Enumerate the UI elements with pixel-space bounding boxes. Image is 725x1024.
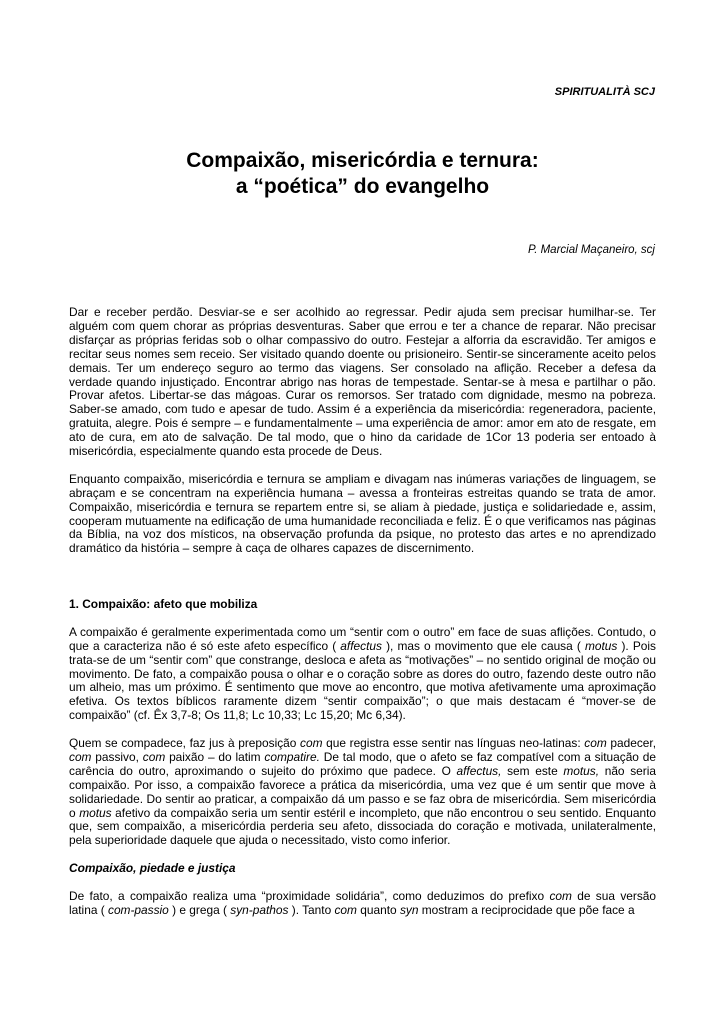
text-run: sem este	[501, 763, 564, 778]
text-run: afetivo da compaixão seria um sentir estéril e incompleto, que não encontrou o seu sentido. Enquanto que, sem compaixão, a misericórdia perderia seu afeto, dissociada do coração e motivada, unilateralmente, pela superioridade daquele que ajuda o necessitado, visto como inferior.	[69, 805, 657, 848]
text-run: ). Tanto	[288, 902, 335, 917]
title-line-1: Compaixão, misericórdia e ternura:	[186, 149, 539, 172]
text-run: ) e grega (	[168, 902, 231, 917]
italic-term: com	[69, 749, 92, 764]
italic-term: com	[300, 736, 323, 751]
text-run: ), mas o movimento que ele causa (	[381, 638, 585, 653]
italic-term: com	[334, 902, 357, 917]
italic-term: com	[142, 749, 166, 764]
text-run: passivo,	[91, 749, 143, 764]
italic-term: motus	[584, 638, 618, 653]
italic-term: syn-pathos	[230, 902, 289, 917]
italic-term: syn	[399, 902, 419, 917]
subsection-heading: Compaixão, piedade e justiça	[69, 861, 236, 876]
text-run: paixão – do latim	[165, 749, 265, 764]
text-run: padecer,	[606, 736, 657, 751]
text-run: mostram a reciprocidade que põe face a	[418, 902, 635, 917]
text-run: quanto	[356, 902, 400, 917]
paragraph-4	[69, 737, 656, 848]
paragraph-1: Dar e receber perdão. Desviar-se e ser acolhido ao regressar. Pedir ajuda sem precisar humilhar-se. Ter alguém com quem chorar as próprias desventuras. Saber que errou e ter a chance de reparar. Não precisar disfarçar as próprias feridas sob o olhar compassivo do outro. Festejar a alforria da escravidão. Ter amigos e recitar seus nomes sem receio. Ser visitado quando doente ou prisioneiro. Sentir-se sinceramente aceito pelos demais. Ter um endereço seguro ao termo das viagens. Ser consolado na aflição. Receber a defesa da verdade quando injustiçado. Encontrar abrigo nas horas de tempestade. Sentar-se à mesa e partilhar o pão. Provar afetos. Libertar-se das mágoas. Curar os remorsos. Ser tratado com dignidade, mesmo na pobreza. Saber-se amado, com tudo e apesar de tudo. Assim é a experiência da misericórdia: regeneradora, paciente, gratuita, alegre. Pois é sempre – e fundamentalmente – uma experiência de amor: amor em ato de resgate, em ato de cura, em ato de salvação. De tal modo, que o hino da caridade de 1Cor 13 poderia ser entoado à misericórdia, especialmente quando esta procede de Deus.	[69, 305, 656, 459]
text-run: De tal modo, que o afeto se faz compatível com a situação de carência do outro, aproximando o sujeito do próximo que padece. O	[69, 749, 656, 778]
article-title	[0, 148, 725, 200]
paragraph-2: Enquanto compaixão, misericórdia e ternura se ampliam e divagam nas inúmeras variações de linguagem, se abraçam e se concentram na experiência humana – avessa a fronteiras estreitas quando se trata de amor. Compaixão, misericórdia e ternura se repartem entre si, se aliam à piedade, justiça e solidariedade e, assim, cooperam mutuamente na edificação de uma humanidade reconciliada e feliz. É o que verificamos nas páginas da Bíblia, na voz dos místicos, na observação profunda da psique, no protesto das artes e no aprendizado dramático da história – sempre à caça de olhares capazes de discernimento.	[69, 471, 656, 556]
italic-term: compatire.	[264, 749, 320, 764]
italic-term: com	[549, 888, 572, 903]
italic-term: motus,	[563, 763, 600, 778]
text-run: que registra esse sentir nas línguas neo-latinas:	[322, 736, 585, 751]
text-run: A compaixão é geralmente experimentada como um “sentir com o outro” em face de suas aflições. Contudo, o que a caracteriza não é só este afeto específico (	[69, 624, 656, 653]
running-header: SPIRITUALITÀ SCJ	[554, 86, 655, 98]
title-line-2: a “poética” do evangelho	[235, 175, 490, 198]
italic-term: affectus,	[456, 763, 502, 778]
paragraph-3	[69, 626, 656, 723]
italic-term: com-passio	[108, 902, 169, 917]
text-run: de sua versão latina (	[69, 888, 657, 917]
paragraph-5	[69, 890, 656, 918]
italic-term: com	[584, 736, 607, 751]
text-run: não seria compaixão. Por isso, a compaixão favorece a prática da misericórdia, uma vez que é um sentir que move à solidariedade. Do sentir ao praticar, a compaixão dá um passo e se faz obra de misericórdia. Sem misericórdia o	[69, 763, 656, 820]
text-run: Quem se compadece, faz jus à preposição	[69, 736, 301, 751]
section-spacer	[69, 570, 656, 598]
italic-term: motus	[79, 805, 112, 820]
article-body	[69, 306, 656, 932]
text-run: ). Pois trata-se de um “sentir com” que constrange, desloca e afeta as “motivações” – no sentido original de moção ou movimento. De fato, a compaixão pousa o olhar e o coração sobre as dores do outro, fazendo deste outro não um alheio, mas um próximo. É sentimento que move ao encontro, que motiva afetivamente uma aproximação efetiva. Os textos bíblicos raramente dizem “sentir compaixão”; o que mais destacam é “mover-se de compaixão” (cf. Êx 3,7-8; Os 11,8; Lc 10,33; Lc 15,20; Mc 6,34).	[69, 638, 656, 723]
italic-term: affectus	[340, 638, 382, 653]
author-byline: P. Marcial Maçaneiro, scj	[528, 244, 655, 256]
text-run: De fato, a compaixão realiza uma “proximidade solidária”, como deduzimos do prefixo	[69, 888, 550, 903]
section-heading: 1. Compaixão: afeto que mobiliza	[69, 596, 258, 611]
